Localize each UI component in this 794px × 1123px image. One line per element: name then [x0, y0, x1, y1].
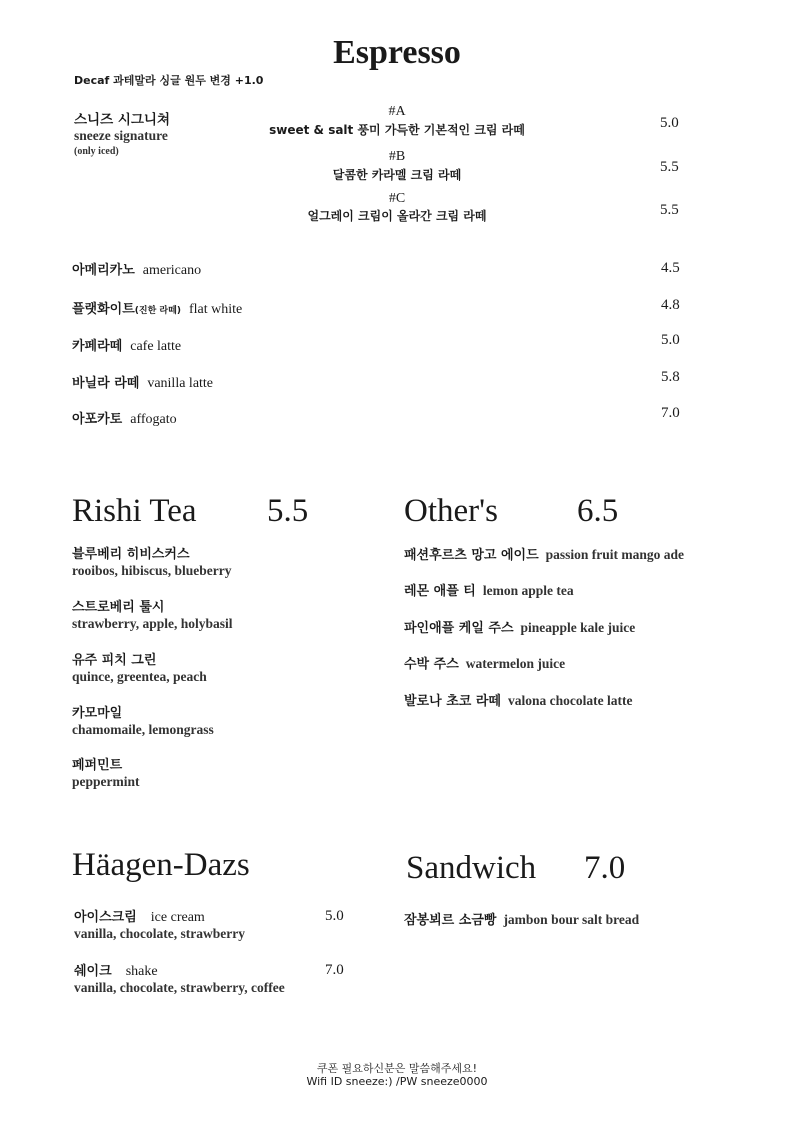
menu-item [72, 298, 242, 318]
menu-item-name-en: flat white [188, 302, 243, 317]
signature-option-desc: sweet & salt 풍미 가득한 기본적인 크림 라떼 [269, 123, 525, 137]
sandwich-name-en: jambon bour salt bread [503, 912, 640, 927]
tea-name-ko: 블루베리 히비스커스 [72, 547, 190, 562]
signature-option-price: 5.5 [660, 159, 679, 175]
rishi-tea-price: 5.5 [267, 493, 309, 529]
tea-ingredients: quince, greentea, peach [72, 669, 207, 684]
menu-item-price: 5.8 [661, 369, 680, 385]
tea-name-ko: 스트로베리 툴시 [72, 600, 165, 615]
other-name-en: valona chocolate latte [507, 693, 633, 708]
menu-item-name-en: affogato [130, 412, 177, 427]
dessert-name-en: shake [125, 964, 158, 979]
menu-item-note: (진한 라떼) [134, 306, 181, 316]
menu-item [72, 259, 201, 279]
other-item [404, 544, 684, 564]
menu-item-price: 7.0 [661, 405, 680, 421]
tea-ingredients: strawberry, apple, holybasil [72, 616, 233, 631]
menu-item-name-ko: 아메리카노 [72, 263, 135, 278]
menu-item-price: 5.0 [661, 332, 680, 348]
tea-ingredients: peppermint [72, 774, 140, 789]
signature-option-price: 5.0 [660, 115, 679, 131]
other-name-en: passion fruit mango ade [545, 547, 685, 562]
tea-name-ko: 카모마일 [72, 706, 123, 721]
decaf-note: Decaf 과테말라 싱글 원두 변경 +1.0 [74, 74, 264, 87]
others-title: Other's [404, 493, 498, 529]
other-name-ko: 패션후르츠 망고 에이드 [404, 548, 539, 563]
menu-item [72, 372, 213, 392]
signature-option-price: 5.5 [660, 202, 679, 218]
tea-name-ko: 페퍼민트 [72, 758, 123, 773]
menu-item-name-ko: 플랫화이트 [72, 302, 135, 317]
footer-wifi-info: Wifi ID sneeze:) /PW sneeze0000 [306, 1075, 488, 1088]
dessert-name-en: ice cream [150, 910, 205, 925]
other-name-ko: 파인애플 케일 주스 [404, 621, 514, 636]
dessert-flavors: vanilla, chocolate, strawberry [74, 926, 245, 941]
dessert-name-ko: 쉐이크 [74, 964, 112, 979]
other-item [404, 690, 632, 710]
signature-option-code: #A [388, 104, 406, 119]
menu-item [72, 335, 181, 355]
menu-item-price: 4.5 [661, 260, 680, 276]
other-name-ko: 레몬 애플 티 [404, 584, 476, 599]
haagen-dazs-title: Häagen-Dazs [72, 847, 250, 883]
other-name-en: pineapple kale juice [520, 620, 636, 635]
signature-option-code: #B [388, 149, 406, 164]
other-item [404, 617, 635, 637]
others-price: 6.5 [577, 493, 619, 529]
footer-coupon-note: 쿠폰 필요하신분은 말씀해주세요! [316, 1062, 478, 1075]
menu-item-name-en: americano [142, 263, 202, 278]
menu-item-name-ko: 아포카토 [72, 412, 123, 427]
tea-ingredients: chamomaile, lemongrass [72, 722, 214, 737]
signature-option-desc: 달콤한 카라멜 크림 라떼 [332, 168, 462, 182]
dessert-item [74, 960, 158, 980]
dessert-name-ko: 아이스크림 [74, 910, 137, 925]
other-name-en: watermelon juice [465, 656, 566, 671]
other-name-ko: 발로나 초코 라떼 [404, 694, 501, 709]
signature-name-ko: 스니즈 시그니쳐 [74, 112, 170, 128]
sandwich-name-ko: 잠봉뵈르 소금빵 [404, 913, 497, 928]
tea-ingredients: rooibos, hibiscus, blueberry [72, 563, 232, 578]
menu-item-name-en: cafe latte [130, 339, 182, 354]
dessert-item [74, 906, 205, 926]
dessert-price: 7.0 [325, 962, 344, 978]
other-name-en: lemon apple tea [482, 583, 574, 598]
rishi-tea-title: Rishi Tea [72, 493, 197, 529]
dessert-flavors: vanilla, chocolate, strawberry, coffee [74, 980, 285, 995]
signature-note: (only iced) [74, 146, 119, 157]
dessert-price: 5.0 [325, 908, 344, 924]
other-item [404, 580, 574, 600]
other-item [404, 653, 565, 673]
espresso-title: Espresso [333, 34, 461, 71]
menu-item-price: 4.8 [661, 297, 680, 313]
menu-item [72, 408, 177, 428]
menu-item-name-ko: 바닐라 라떼 [72, 376, 140, 391]
other-name-ko: 수박 주스 [404, 657, 459, 672]
sandwich-price: 7.0 [584, 850, 626, 886]
signature-option-code: #C [388, 191, 406, 206]
menu-item-name-ko: 카페라떼 [72, 339, 123, 354]
signature-name-en: sneeze signature [74, 128, 168, 143]
sandwich-item [404, 909, 639, 929]
sandwich-title: Sandwich [406, 850, 537, 886]
tea-name-ko: 유주 피치 그린 [72, 653, 157, 668]
signature-option-desc: 얼그레이 크림이 올라간 크림 라떼 [307, 209, 487, 223]
menu-item-name-en: vanilla latte [147, 376, 214, 391]
